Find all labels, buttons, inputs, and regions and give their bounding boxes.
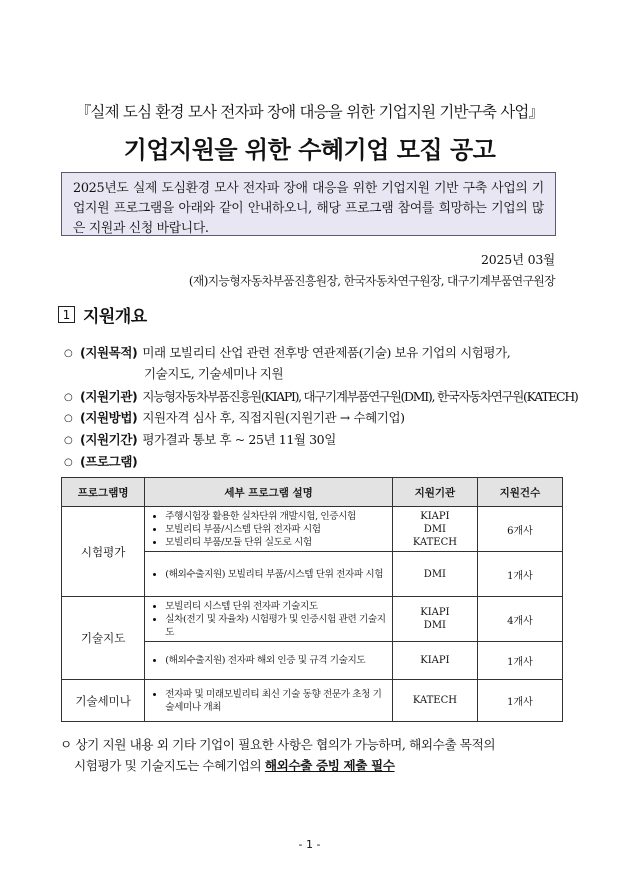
table-header-row — [62, 478, 563, 507]
overview-item-purpose-cont — [64, 364, 283, 382]
program-description — [145, 552, 393, 597]
program-count: 4개사 — [477, 597, 562, 642]
table-row — [62, 507, 563, 552]
overview-value: 지능형자동차부품진흥원(KIAPI), 대구기계부품연구원(DMI), 한국자동차연구원(KATECH) — [142, 389, 578, 404]
table-header: 지원기관 — [392, 478, 477, 507]
overview-label: (지원기관) — [80, 389, 138, 404]
footnote-line-1: ㅇ 상기 지원 내용 외 기타 기업이 필요한 사항은 협의가 가능하며, 해외수출 목적의 — [60, 737, 496, 752]
overview-label: (지원목적) — [80, 345, 138, 360]
overview-value: 평가결과 통보 후 ~ 25년 11월 30일 — [142, 432, 336, 447]
section-header — [58, 302, 147, 327]
program-description — [145, 642, 393, 680]
program-table — [61, 477, 563, 722]
program-org: KIAPI — [392, 642, 477, 680]
program-count: 1개사 — [477, 552, 562, 597]
program-org: KIAPI DMI KATECH — [392, 507, 477, 552]
program-org: KIAPI DMI — [392, 597, 477, 642]
list-item: • 모빌리티 부품/시스템 단위 전자파 시험 — [165, 523, 386, 536]
overview-value: 미래 모빌리티 산업 관련 전후방 연관제품(기술) 보유 기업의 시험평가, — [142, 345, 511, 360]
program-description — [145, 680, 393, 722]
page-number: - 1 - — [298, 838, 321, 851]
list-item: • 실차(전기 및 자율차) 시험평가 및 인증시험 관련 기술지도 — [165, 613, 386, 639]
program-count: 6개사 — [477, 507, 562, 552]
footnote-text: 시험평가 및 기술지도는 수혜기업의 — [74, 758, 265, 773]
list-item: • 모빌리티 부품/모듈 단위 실도로 시험 — [165, 536, 386, 549]
overview-label: (지원방법) — [80, 410, 138, 425]
list-item: • 주행시험장 활용한 실차단위 개발시험, 인증시험 — [165, 510, 386, 523]
program-count: 1개사 — [477, 680, 562, 722]
announcement-date: 2025년 03월 — [480, 252, 555, 267]
list-item: • (해외수출지원) 전자파 해외 인증 및 규격 기술지도 — [165, 654, 386, 667]
program-category: 기술세미나 — [62, 680, 145, 722]
intro-box: 2025년도 실제 도심환경 모사 전자파 장애 대응을 위한 기업지원 기반 구축 사업의 기업지원 프로그램을 아래와 같이 안내하오니, 해당 프로그램 참여를 희망하는 기업의 많은 지원과 신청 바랍니다. — [61, 172, 556, 236]
table-row — [62, 680, 563, 722]
section-title: 지원개요 — [83, 307, 147, 327]
footnote — [60, 734, 560, 776]
program-count: 1개사 — [477, 642, 562, 680]
overview-item-period — [64, 430, 336, 448]
table-header: 지원건수 — [477, 478, 562, 507]
list-item: • (해외수출지원) 모빌리티 부품/시스템 단위 전자파 시험 — [165, 568, 386, 581]
table-header: 프로그램명 — [62, 478, 145, 507]
project-subtitle: 『실제 도심 환경 모사 전자파 장애 대응을 위한 기업지원 기반구축 사업』 — [75, 103, 544, 121]
overview-item-orgs — [64, 387, 578, 405]
list-item: • 모빌리티 시스템 단위 전자파 기술지도 — [165, 600, 386, 613]
bullet-icon: ○ — [64, 348, 73, 359]
footnote-line-2 — [60, 755, 560, 776]
overview-item-purpose — [64, 343, 510, 361]
table-row — [62, 597, 563, 642]
organizations-line: (재)지능형자동차부품진흥원장, 한국자동차연구원장, 대구기계부품연구원장 — [188, 274, 555, 288]
bullet-icon: ○ — [64, 413, 73, 424]
program-category: 기술지도 — [62, 597, 145, 680]
overview-label: (지원기간) — [80, 432, 138, 447]
program-description — [145, 507, 393, 552]
section-number-box: 1 — [58, 306, 75, 323]
overview-value: 지원자격 심사 후, 직접지원(지원기관 → 수혜기업) — [142, 410, 405, 425]
program-description — [145, 597, 393, 642]
program-category: 시험평가 — [62, 507, 145, 597]
table-header: 세부 프로그램 설명 — [145, 478, 393, 507]
page-title: 기업지원을 위한 수혜기업 모집 공고 — [123, 136, 496, 164]
overview-label: (프로그램) — [80, 454, 138, 469]
bullet-icon: ○ — [64, 457, 73, 468]
program-org: KATECH — [392, 680, 477, 722]
overview-value-cont: 기술지도, 기술세미나 지원 — [144, 366, 284, 381]
list-item: • 전자파 및 미래모빌리티 최신 기술 동향 전문가 초청 기술세미나 개최 — [165, 688, 386, 714]
bullet-icon: ○ — [64, 392, 73, 403]
overview-item-program — [64, 452, 137, 470]
overview-item-method — [64, 408, 405, 426]
program-org: DMI — [392, 552, 477, 597]
footnote-emphasis: 해외수출 증빙 제출 필수 — [264, 758, 395, 773]
bullet-icon: ○ — [64, 435, 73, 446]
